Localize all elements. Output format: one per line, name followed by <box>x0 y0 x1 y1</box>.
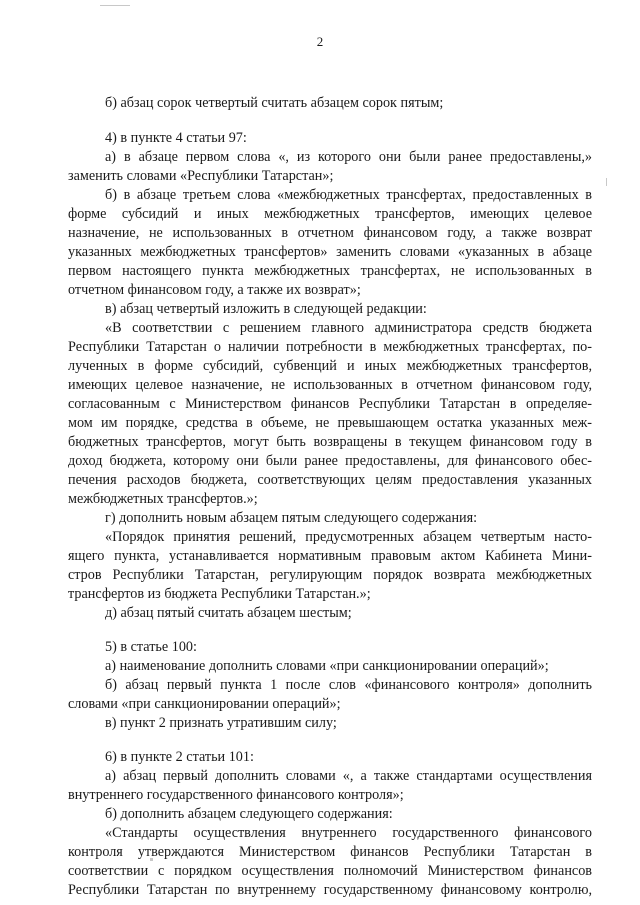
text-line: в) пункт 2 признать утратившим силу; <box>105 715 337 731</box>
text-line: «В соответствии с решением главного администратора средств бюджета <box>105 320 592 336</box>
text-line: 5) в статье 100: <box>105 639 197 655</box>
text-line: а) в абзаце первом слова «, из которого они были ранее предоставлены,» <box>105 149 592 165</box>
text-line: «Стандарты осуществления внутреннего государственного финансового <box>105 825 592 841</box>
text-line: бюджетных трансфертов, могут быть возвращены в текущем финансовом году в <box>68 434 592 450</box>
text-line: Республики Татарстан о наличии потребности в межбюджетных трансфертах, по- <box>68 339 592 355</box>
text-line: межбюджетных трансфертов.»; <box>68 491 258 507</box>
text-line: указанных межбюджетных трансфертов» заменить словами «указанных в абзаце <box>68 244 592 260</box>
text-line: заменить словами «Республики Татарстан»; <box>68 168 334 184</box>
scan-artifact <box>606 178 607 186</box>
text-line: ящего пункта, устанавливается нормативным правовым актом Кабинета Мини- <box>68 548 592 564</box>
text-line: в) абзац четвертый изложить в следующей редакции: <box>105 301 427 317</box>
text-line: доход бюджета, которому они были ранее предоставлены, для финансового обес- <box>68 453 592 469</box>
text-line: 6) в пункте 2 статьи 101: <box>105 749 254 765</box>
text-line: согласованным с Министерством финансов Республики Татарстан в определяе- <box>68 396 592 412</box>
text-line: первом настоящего пункта межбюджетных трансфертах, не использованных в <box>68 263 592 279</box>
text-line: г) дополнить новым абзацем пятым следующего содержания: <box>105 510 478 526</box>
text-line: назначение, не использованных в отчетном финансовом году, а также возврат <box>68 225 592 241</box>
text-line: контроля утверждаются Министерством финансов Республики Татарстан в <box>68 844 592 860</box>
text-line: «Порядок принятия решений, предусмотренных абзацем четвертым насто- <box>105 529 592 545</box>
text-line: стров Республики Татарстан, регулирующим порядок возврата межбюджетных <box>68 567 592 583</box>
text-line: имеющих целевое назначение, не использованных в отчетном финансовом году, <box>68 377 592 393</box>
text-line: а) наименование дополнить словами «при санкционировании операций»; <box>105 658 549 674</box>
text-line: д) абзац пятый считать абзацем шестым; <box>105 605 352 621</box>
text-line: внутреннего государственного финансового контроля»; <box>68 787 404 803</box>
page-number: 2 <box>316 34 324 49</box>
text-line: печения расходов бюджета, соответствующих целям предоставления указанных <box>68 472 592 488</box>
text-line: лученных в форме субсидий, субвенций и иных межбюджетных трансфертов, <box>68 358 592 374</box>
text-line: соответствии с порядком осуществления полномочий Министерством финансов <box>68 863 592 879</box>
text-line: мом им порядке, средства в объеме, не превышающем остатка указанных меж- <box>68 415 592 431</box>
text-line: отчетном финансовом году, а также их возврат»; <box>68 282 361 298</box>
text-line: б) абзац первый пункта 1 после слов «финансового контроля» дополнить <box>105 677 592 693</box>
text-line: трансфертов из бюджета Республики Татарстан.»; <box>68 586 371 602</box>
scan-artifact <box>100 5 130 6</box>
text-line: Республики Татарстан по внутреннему государственному финансовому контролю, <box>68 882 592 898</box>
text-line: б) абзац сорок четвертый считать абзацем сорок пятым; <box>105 95 444 111</box>
text-line: б) дополнить абзацем следующего содержания: <box>105 806 393 822</box>
text-line: а) абзац первый дополнить словами «, а также стандартами осуществления <box>105 768 592 784</box>
text-line: словами «при санкционировании операций»; <box>68 696 341 712</box>
text-line: б) в абзаце третьем слова «межбюджетных трансфертах, предоставленных в <box>105 187 592 203</box>
text-line: форме субсидий и иных межбюджетных трансфертов, имеющих целевое <box>68 206 592 222</box>
text-line: 4) в пункте 4 статьи 97: <box>105 130 247 146</box>
